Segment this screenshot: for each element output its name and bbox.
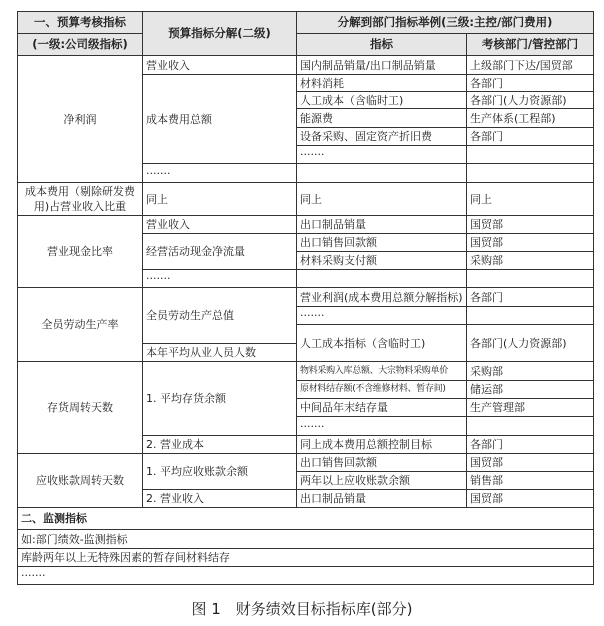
cell: ······· xyxy=(143,270,297,288)
cell xyxy=(467,270,594,288)
cell: 各部门 xyxy=(467,288,594,307)
indicator-table xyxy=(17,11,594,585)
cell xyxy=(467,164,594,183)
figure-caption: 图 1 财务绩效目标指标库(部分) xyxy=(191,600,413,618)
cell: 同上成本费用总额控制目标 xyxy=(297,436,467,454)
header-department: 考核部门/管控部门 xyxy=(467,34,594,56)
cell: 生产管理部 xyxy=(467,399,594,417)
header-col3-group: 分解到部门指标举例(三级:主控/部门费用) xyxy=(297,12,594,34)
level1-cash-ratio: 营业现金比率 xyxy=(18,216,143,288)
monitor-row: 如:部门绩效-监测指标 xyxy=(18,530,594,549)
cell: 出口制品销量 xyxy=(297,490,467,508)
cell xyxy=(467,146,594,164)
cell: 两年以上应收账款余额 xyxy=(297,472,467,490)
cell: 中间品年末结存量 xyxy=(297,399,467,417)
cell: 材料消耗 xyxy=(297,75,467,92)
cell: 营业收入 xyxy=(143,216,297,234)
cell: 上级部门下达/国贸部 xyxy=(467,56,594,75)
cell: 各部门 xyxy=(467,128,594,146)
cell: 采购部 xyxy=(467,252,594,270)
cell: 同上 xyxy=(297,183,467,216)
header-col1-sub: (一级:公司级指标) xyxy=(18,34,143,56)
monitor-title: 二、监测指标 xyxy=(18,508,594,530)
cell: 同上 xyxy=(143,183,297,216)
cell: 国贸部 xyxy=(467,234,594,252)
cell: 同上 xyxy=(467,183,594,216)
cell: 各部门(人力资源部) xyxy=(467,92,594,109)
monitor-row: ······· xyxy=(18,567,594,585)
cell: 材料采购支付额 xyxy=(297,252,467,270)
level1-cost-ratio: 成本费用（剔除研发费用)占营业收入比重 xyxy=(18,183,143,216)
level1-inventory-days: 存货周转天数 xyxy=(18,362,143,454)
level1-receivable-days: 应收账款周转天数 xyxy=(18,454,143,508)
cell xyxy=(297,164,467,183)
cell: 人工成本（含临时工) xyxy=(297,92,467,109)
cell: ······· xyxy=(297,417,467,436)
cell: 1. 平均存货余额 xyxy=(143,362,297,436)
cell: 设备采购、固定资产折旧费 xyxy=(297,128,467,146)
cell: 采购部 xyxy=(467,362,594,381)
cell: 生产体系(工程部) xyxy=(467,109,594,128)
cell: 国贸部 xyxy=(467,454,594,472)
cell: 出口制品销量 xyxy=(297,216,467,234)
cell: 各部门 xyxy=(467,75,594,92)
cell: 本年平均从业人员人数 xyxy=(143,344,297,362)
cell: 国贸部 xyxy=(467,216,594,234)
cell: 各部门(人力资源部) xyxy=(467,325,594,362)
cell: 出口销售回款额 xyxy=(297,454,467,472)
cell: 销售部 xyxy=(467,472,594,490)
cell: 2. 营业成本 xyxy=(143,436,297,454)
cell: ······· xyxy=(143,164,297,183)
cell: 出口销售回款额 xyxy=(297,234,467,252)
cell xyxy=(467,417,594,436)
cell xyxy=(297,270,467,288)
cell: 各部门 xyxy=(467,436,594,454)
cell: 能源费 xyxy=(297,109,467,128)
cell: 国贸部 xyxy=(467,490,594,508)
level1-net-profit: 净利润 xyxy=(18,56,143,183)
cell: 2. 营业收入 xyxy=(143,490,297,508)
cell: 人工成本指标（含临时工) xyxy=(297,325,467,362)
cell xyxy=(467,307,594,325)
cell: 营业利润(成本费用总额分解指标) xyxy=(297,288,467,307)
header-col1: 一、预算考核指标 xyxy=(18,12,143,34)
cell: 成本费用总额 xyxy=(143,75,297,164)
cell: 经营活动现金净流量 xyxy=(143,234,297,270)
cell: 原材料结存额(不含维修材料、暂存间) xyxy=(297,381,467,399)
cell: 国内制品销量/出口制品销量 xyxy=(297,56,467,75)
cell: 1. 平均应收账款余额 xyxy=(143,454,297,490)
monitor-row: 库龄两年以上无特殊因素的暂存间材料结存 xyxy=(18,549,594,567)
cell: ······· xyxy=(297,146,467,164)
cell: 全员劳动生产总值 xyxy=(143,288,297,344)
cell: 营业收入 xyxy=(143,56,297,75)
level1-productivity: 全员劳动生产率 xyxy=(18,288,143,362)
cell: ······· xyxy=(297,307,467,325)
cell: 物料采购入库总额、大宗物料采购单价 xyxy=(297,362,467,381)
header-col2: 预算指标分解(二级) xyxy=(143,12,297,56)
cell: 储运部 xyxy=(467,381,594,399)
header-indicator: 指标 xyxy=(297,34,467,56)
